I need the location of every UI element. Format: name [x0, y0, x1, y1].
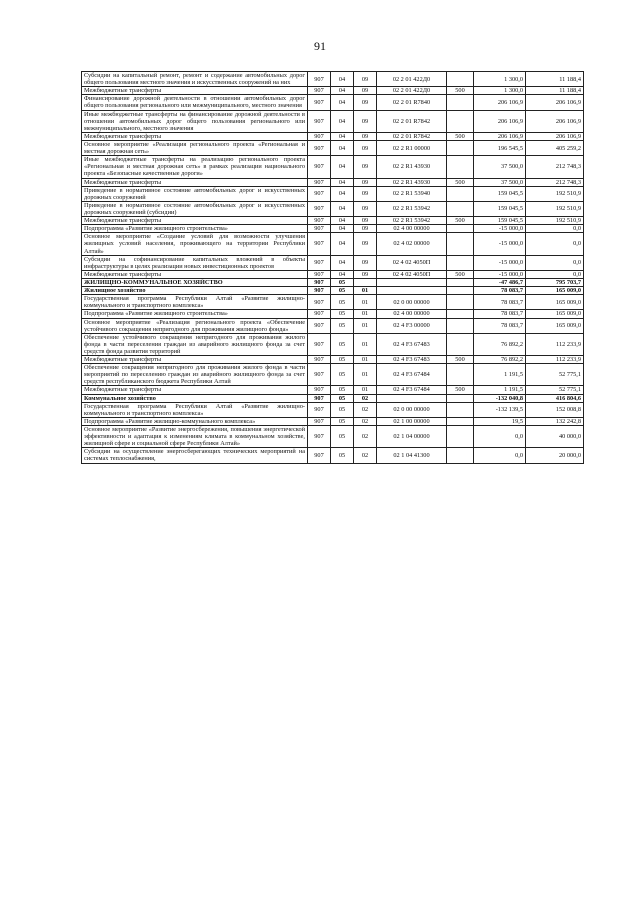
row-target-article: 02 4 00 00000 [377, 310, 447, 318]
row-amount-2: 0,0 [526, 225, 584, 233]
row-amount-2: 416 804,6 [526, 394, 584, 402]
table-row [82, 233, 584, 255]
row-amount-1: 1 300,0 [474, 87, 526, 95]
row-grbs-code: 907 [308, 87, 331, 95]
row-target-article: 02 4 02 4050П [377, 255, 447, 270]
row-amount-1: 159 045,5 [474, 217, 526, 225]
row-expense-type [447, 287, 474, 295]
row-expense-type [447, 333, 474, 355]
row-amount-2: 206 106,9 [526, 132, 584, 140]
row-expense-type [447, 225, 474, 233]
row-name: Жилищное хозяйство [82, 287, 308, 295]
row-section-code: 04 [331, 255, 354, 270]
row-amount-2: 206 106,9 [526, 110, 584, 132]
row-name: Межбюджетные трансферты [82, 217, 308, 225]
row-name: Подпрограмма «Развитие жилищного строительства» [82, 225, 308, 233]
row-subsection-code: 09 [354, 72, 377, 87]
table-row [82, 448, 584, 463]
row-target-article: 02 4 00 00000 [377, 225, 447, 233]
row-target-article: 02 4 02 4050П [377, 270, 447, 278]
row-section-code: 04 [331, 270, 354, 278]
row-section-code: 05 [331, 310, 354, 318]
row-subsection-code: 02 [354, 394, 377, 402]
row-expense-type [447, 318, 474, 333]
row-subsection-code: 02 [354, 426, 377, 448]
row-amount-1: 0,0 [474, 448, 526, 463]
table-row [82, 95, 584, 110]
row-section-code: 05 [331, 402, 354, 417]
row-amount-1: -15 000,0 [474, 233, 526, 255]
table-row [82, 225, 584, 233]
row-expense-type [447, 110, 474, 132]
row-section-code: 04 [331, 178, 354, 186]
row-subsection-code: 09 [354, 186, 377, 201]
row-amount-1: 159 045,5 [474, 201, 526, 216]
row-target-article: 02 4 F3 67484 [377, 386, 447, 394]
row-expense-type [447, 233, 474, 255]
row-subsection-code: 09 [354, 270, 377, 278]
table-row [82, 417, 584, 425]
row-grbs-code: 907 [308, 270, 331, 278]
row-amount-1: -47 486,7 [474, 278, 526, 286]
row-section-code: 04 [331, 225, 354, 233]
row-section-code: 04 [331, 87, 354, 95]
row-name: Подпрограмма «Развитие жилищно-коммунального комплекса» [82, 417, 308, 425]
row-expense-type: 500 [447, 217, 474, 225]
row-name: Основное мероприятие «Создание условий для возможности улучшения жилищных условий населения, проживающего на территории Республики Алтай» [82, 233, 308, 255]
row-amount-2: 192 510,9 [526, 186, 584, 201]
row-subsection-code: 09 [354, 140, 377, 155]
row-section-code: 05 [331, 333, 354, 355]
row-amount-1: 206 106,9 [474, 95, 526, 110]
row-expense-type [447, 140, 474, 155]
row-section-code: 05 [331, 448, 354, 463]
row-target-article: 02 0 00 00000 [377, 402, 447, 417]
row-name: Межбюджетные трансферты [82, 178, 308, 186]
table-row [82, 356, 584, 364]
row-target-article: 02 2 01 R7842 [377, 110, 447, 132]
row-section-code: 05 [331, 318, 354, 333]
row-section-code: 05 [331, 278, 354, 286]
row-target-article: 02 2 01 422Д0 [377, 72, 447, 87]
row-amount-2: 132 242,8 [526, 417, 584, 425]
row-target-article: 02 4 F3 00000 [377, 318, 447, 333]
row-target-article [377, 394, 447, 402]
row-grbs-code: 907 [308, 95, 331, 110]
row-grbs-code: 907 [308, 186, 331, 201]
row-amount-1: 1 191,5 [474, 364, 526, 386]
row-grbs-code: 907 [308, 201, 331, 216]
row-subsection-code: 01 [354, 333, 377, 355]
row-subsection-code: 09 [354, 225, 377, 233]
row-grbs-code: 907 [308, 417, 331, 425]
row-grbs-code: 907 [308, 233, 331, 255]
row-subsection-code: 09 [354, 132, 377, 140]
row-amount-2: 795 703,7 [526, 278, 584, 286]
row-grbs-code: 907 [308, 178, 331, 186]
row-expense-type [447, 72, 474, 87]
row-grbs-code: 907 [308, 394, 331, 402]
row-grbs-code: 907 [308, 110, 331, 132]
row-amount-1: 206 106,9 [474, 132, 526, 140]
table-row [82, 364, 584, 386]
row-target-article: 02 4 02 00000 [377, 233, 447, 255]
table-row [82, 87, 584, 95]
row-amount-2: 0,0 [526, 270, 584, 278]
row-subsection-code: 01 [354, 310, 377, 318]
row-grbs-code: 907 [308, 318, 331, 333]
table-row [82, 186, 584, 201]
row-amount-1: 1 300,0 [474, 72, 526, 87]
row-expense-type [447, 95, 474, 110]
row-subsection-code: 09 [354, 95, 377, 110]
row-amount-1: 0,0 [474, 426, 526, 448]
budget-rows [82, 72, 584, 464]
table-row [82, 426, 584, 448]
row-expense-type [447, 426, 474, 448]
row-name: Государственная программа Республики Алтай «Развитие жилищно-коммунального и транспортного комплекса» [82, 402, 308, 417]
row-amount-2: 165 009,0 [526, 310, 584, 318]
table-row [82, 386, 584, 394]
row-expense-type: 500 [447, 178, 474, 186]
row-amount-2: 405 259,2 [526, 140, 584, 155]
row-grbs-code: 907 [308, 333, 331, 355]
table-row [82, 132, 584, 140]
row-amount-2: 0,0 [526, 255, 584, 270]
row-amount-2: 52 775,1 [526, 364, 584, 386]
row-amount-2: 165 009,0 [526, 295, 584, 310]
row-amount-2: 0,0 [526, 233, 584, 255]
row-grbs-code: 907 [308, 287, 331, 295]
row-subsection-code: 02 [354, 448, 377, 463]
row-section-code: 04 [331, 156, 354, 178]
row-expense-type [447, 394, 474, 402]
row-subsection-code: 09 [354, 178, 377, 186]
row-subsection-code: 02 [354, 402, 377, 417]
row-subsection-code: 09 [354, 233, 377, 255]
row-target-article [377, 287, 447, 295]
row-section-code: 04 [331, 233, 354, 255]
row-amount-1: 76 892,2 [474, 356, 526, 364]
row-amount-2: 165 009,0 [526, 287, 584, 295]
row-target-article: 02 2 01 R7842 [377, 132, 447, 140]
row-section-code: 05 [331, 426, 354, 448]
row-section-code: 04 [331, 72, 354, 87]
table-row [82, 402, 584, 417]
table-row [82, 270, 584, 278]
row-name: Иные межбюджетные трансферты на реализацию регионального проекта «Региональная и местная дорожная сеть» в рамках реализации национального проекта «Безопасные качественные дороги» [82, 156, 308, 178]
row-grbs-code: 907 [308, 426, 331, 448]
row-amount-2: 165 009,0 [526, 318, 584, 333]
row-subsection-code: 09 [354, 255, 377, 270]
row-subsection-code: 01 [354, 318, 377, 333]
table-row [82, 278, 584, 286]
row-target-article: 02 1 00 00000 [377, 417, 447, 425]
row-name: ЖИЛИЩНО-КОММУНАЛЬНОЕ ХОЗЯЙСТВО [82, 278, 308, 286]
table-row [82, 201, 584, 216]
row-expense-type [447, 310, 474, 318]
row-section-code: 04 [331, 110, 354, 132]
row-amount-2: 192 510,9 [526, 201, 584, 216]
row-grbs-code: 907 [308, 255, 331, 270]
row-expense-type: 500 [447, 132, 474, 140]
row-name: Межбюджетные трансферты [82, 386, 308, 394]
row-amount-1: 78 083,7 [474, 287, 526, 295]
row-name: Финансирование дорожной деятельности в отношении автомобильных дорог общего пользования регионального или межмуниципального, местного значения [82, 95, 308, 110]
row-amount-2: 11 188,4 [526, 72, 584, 87]
row-name: Иные межбюджетные трансферты на финансирование дорожной деятельности в отношении автомобильных дорог общего пользования регионального или межмуниципального, местного значения [82, 110, 308, 132]
row-subsection-code: 01 [354, 386, 377, 394]
row-amount-2: 212 748,3 [526, 156, 584, 178]
row-amount-1: 206 106,9 [474, 110, 526, 132]
row-subsection-code: 02 [354, 417, 377, 425]
table-row [82, 72, 584, 87]
row-section-code: 04 [331, 201, 354, 216]
row-target-article: 02 4 F3 67483 [377, 333, 447, 355]
row-subsection-code: 09 [354, 201, 377, 216]
row-section-code: 04 [331, 217, 354, 225]
row-amount-1: 37 500,0 [474, 156, 526, 178]
row-expense-type [447, 278, 474, 286]
row-target-article: 02 2 R1 53940 [377, 186, 447, 201]
row-name: Основное мероприятие «Реализация регионального проекта «Обеспечение устойчивого сокращения непригодного для проживания жилищного фонда» [82, 318, 308, 333]
table-row [82, 110, 584, 132]
row-name: Обеспечение устойчивого сокращения непригодного для проживания жилого фонда в части переселения граждан из аварийного жилищного фонда за счет средств фонда развития территорий [82, 333, 308, 355]
row-name: Субсидии на осуществление энергосберегающих технических мероприятий на системах теплоснабжения, [82, 448, 308, 463]
row-target-article [377, 278, 447, 286]
row-section-code: 04 [331, 132, 354, 140]
row-amount-1: 78 083,7 [474, 318, 526, 333]
row-name: Обеспечение сокращения непригодного для проживания жилого фонда в части мероприятий по переселению граждан из аварийного жилищного фонда за счет средств республиканского бюджета Республики Алтай [82, 364, 308, 386]
row-amount-1: 78 083,7 [474, 310, 526, 318]
row-expense-type [447, 295, 474, 310]
row-grbs-code: 907 [308, 156, 331, 178]
row-expense-type [447, 417, 474, 425]
row-grbs-code: 907 [308, 225, 331, 233]
table-row [82, 394, 584, 402]
row-amount-2: 192 510,9 [526, 217, 584, 225]
row-target-article: 02 1 04 41300 [377, 448, 447, 463]
row-grbs-code: 907 [308, 140, 331, 155]
row-section-code: 05 [331, 386, 354, 394]
row-target-article: 02 0 00 00000 [377, 295, 447, 310]
row-section-code: 05 [331, 417, 354, 425]
row-grbs-code: 907 [308, 386, 331, 394]
row-section-code: 05 [331, 295, 354, 310]
row-name: Межбюджетные трансферты [82, 87, 308, 95]
table-row [82, 287, 584, 295]
row-expense-type: 500 [447, 270, 474, 278]
row-amount-2: 20 000,0 [526, 448, 584, 463]
table-row [82, 295, 584, 310]
row-expense-type: 500 [447, 356, 474, 364]
row-amount-2: 212 748,3 [526, 178, 584, 186]
row-expense-type [447, 255, 474, 270]
row-grbs-code: 907 [308, 310, 331, 318]
row-amount-2: 40 000,0 [526, 426, 584, 448]
row-amount-1: 19,5 [474, 417, 526, 425]
table-row [82, 333, 584, 355]
row-amount-1: 159 045,5 [474, 186, 526, 201]
row-subsection-code: 01 [354, 364, 377, 386]
row-section-code: 05 [331, 364, 354, 386]
row-name: Субсидии на капитальный ремонт, ремонт и содержание автомобильных дорог общего пользования местного значения и искусственных сооружений на них [82, 72, 308, 87]
row-grbs-code: 907 [308, 448, 331, 463]
table-row [82, 318, 584, 333]
row-name: Подпрограмма «Развитие жилищного строительства» [82, 310, 308, 318]
row-grbs-code: 907 [308, 364, 331, 386]
row-grbs-code: 907 [308, 217, 331, 225]
table-row [82, 217, 584, 225]
row-name: Приведение в нормативное состояние автомобильных дорог и искусственных дорожных сооружений [82, 186, 308, 201]
row-name: Коммунальное хозяйство [82, 394, 308, 402]
row-name: Государственная программа Республики Алтай «Развитие жилищно-коммунального и транспортного комплекса» [82, 295, 308, 310]
table-row [82, 156, 584, 178]
row-target-article: 02 2 R1 43930 [377, 156, 447, 178]
row-section-code: 04 [331, 140, 354, 155]
row-name: Межбюджетные трансферты [82, 270, 308, 278]
row-subsection-code [354, 278, 377, 286]
table-row [82, 310, 584, 318]
row-target-article: 02 4 F3 67483 [377, 356, 447, 364]
row-target-article: 02 2 R1 00000 [377, 140, 447, 155]
row-expense-type: 500 [447, 386, 474, 394]
row-amount-1: 1 191,5 [474, 386, 526, 394]
row-amount-1: -15 000,0 [474, 255, 526, 270]
row-amount-2: 52 775,1 [526, 386, 584, 394]
row-target-article: 02 2 01 422Д0 [377, 87, 447, 95]
row-expense-type [447, 402, 474, 417]
row-grbs-code: 907 [308, 402, 331, 417]
row-amount-1: 196 545,5 [474, 140, 526, 155]
row-amount-2: 112 233,9 [526, 333, 584, 355]
row-amount-2: 11 188,4 [526, 87, 584, 95]
row-amount-1: 76 892,2 [474, 333, 526, 355]
row-name: Основное мероприятие «Реализация регионального проекта «Региональная и местная дорожная сеть» [82, 140, 308, 155]
row-subsection-code: 09 [354, 110, 377, 132]
row-amount-1: -15 000,0 [474, 225, 526, 233]
row-target-article: 02 2 R1 53942 [377, 217, 447, 225]
row-grbs-code: 907 [308, 72, 331, 87]
row-subsection-code: 09 [354, 87, 377, 95]
row-target-article: 02 4 F3 67484 [377, 364, 447, 386]
row-subsection-code: 01 [354, 287, 377, 295]
row-name: Приведение в нормативное состояние автомобильных дорог и искусственных дорожных сооружений (субсидии) [82, 201, 308, 216]
row-section-code: 05 [331, 287, 354, 295]
row-expense-type [447, 448, 474, 463]
row-name: Субсидии на софинансирование капитальных вложений в объекты инфраструктуры в целях реализации новых инвестиционных проектов [82, 255, 308, 270]
row-expense-type: 500 [447, 87, 474, 95]
table-row [82, 140, 584, 155]
row-name: Основное мероприятие «Развитие энергосбережения, повышения энергетической эффективности и адаптация к изменениям климата в коммунальном хозяйстве, жилищной сфере и социальной сфере Республики Алтай» [82, 426, 308, 448]
table-row [82, 178, 584, 186]
row-target-article: 02 1 04 00000 [377, 426, 447, 448]
row-expense-type [447, 156, 474, 178]
row-subsection-code: 09 [354, 156, 377, 178]
row-amount-1: -132 040,8 [474, 394, 526, 402]
row-target-article: 02 2 R1 53942 [377, 201, 447, 216]
row-grbs-code: 907 [308, 278, 331, 286]
row-amount-1: 78 083,7 [474, 295, 526, 310]
row-subsection-code: 01 [354, 356, 377, 364]
row-name: Межбюджетные трансферты [82, 356, 308, 364]
page-number: 91 [314, 39, 326, 53]
row-section-code: 04 [331, 95, 354, 110]
row-expense-type [447, 364, 474, 386]
table-row [82, 255, 584, 270]
row-grbs-code: 907 [308, 356, 331, 364]
row-expense-type [447, 186, 474, 201]
row-name: Межбюджетные трансферты [82, 132, 308, 140]
row-expense-type [447, 201, 474, 216]
row-subsection-code: 09 [354, 217, 377, 225]
row-grbs-code: 907 [308, 132, 331, 140]
row-target-article: 02 2 01 R7840 [377, 95, 447, 110]
row-amount-1: 37 500,0 [474, 178, 526, 186]
row-amount-2: 152 008,8 [526, 402, 584, 417]
row-grbs-code: 907 [308, 295, 331, 310]
row-target-article: 02 2 R1 43930 [377, 178, 447, 186]
row-amount-2: 206 106,9 [526, 95, 584, 110]
row-amount-1: -15 000,0 [474, 270, 526, 278]
row-amount-1: -132 139,5 [474, 402, 526, 417]
budget-table [81, 71, 584, 464]
row-subsection-code: 01 [354, 295, 377, 310]
row-amount-2: 112 233,9 [526, 356, 584, 364]
row-section-code: 04 [331, 186, 354, 201]
row-section-code: 05 [331, 394, 354, 402]
row-section-code: 05 [331, 356, 354, 364]
